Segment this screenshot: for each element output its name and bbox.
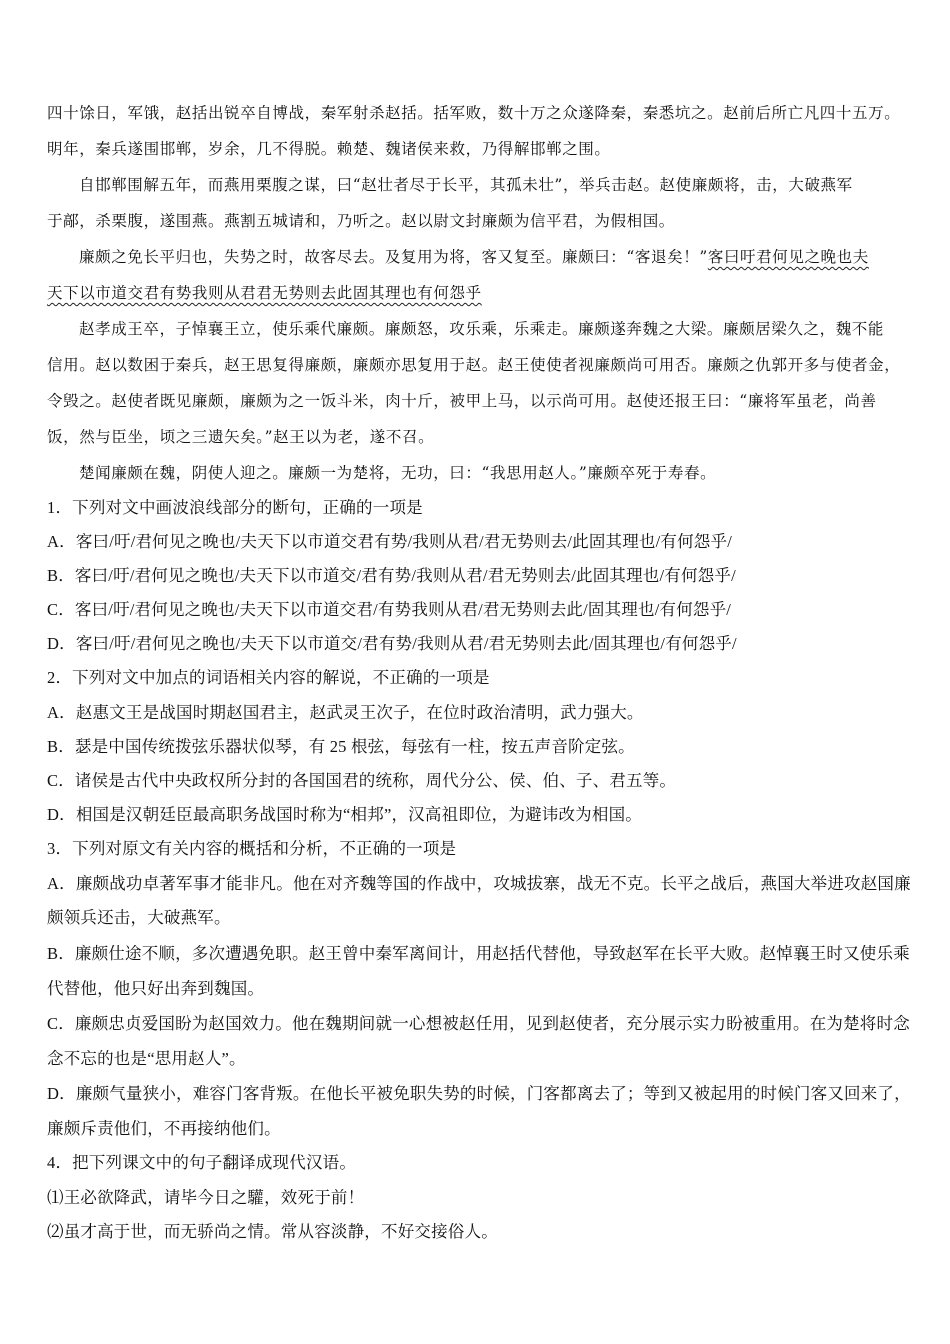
question-3-option-b: B．廉颇仕途不顺，多次遭遇免职。赵王曾中秦军离间计，用赵括代替他，导致赵军在长平大败。赵悼襄王时又使乐乘 <box>47 944 910 963</box>
question-3-option-d: D．廉颇气量狭小，难容门客背叛。在他长平被免职失势的时候，门客都离去了；等到又被起用的时候门客又回来了， <box>47 1084 911 1103</box>
question-3-option-c: C．廉颇忠贞爱国盼为赵国效力。他在魏期间就一心想被赵任用，见到赵使者，充分展示实力盼被重用。在为楚将时念 <box>47 1014 910 1033</box>
wavy-underlined-sentence: 天下以市道交君有势我则从君君无势则去此固其理也有何怨乎 <box>47 284 482 302</box>
question-1-option-b: B．客曰/吁/君何见之晚也/夫天下以市道交/君有势/我则从君/君无势则去/此固其理也/有何怨乎/ <box>47 566 736 585</box>
passage-line: 明年，秦兵遂围邯郸，岁余，几不得脱。赖楚、魏诸侯来救，乃得解邯郸之围。 <box>47 140 611 158</box>
question-3-option-b-cont: 代替他，他只好出奔到魏国。 <box>47 979 265 998</box>
question-4-stem: 4．把下列课文中的句子翻译成现代汉语。 <box>47 1153 357 1172</box>
question-3-option-d-cont: 廉颇斥责他们，不再接纳他们。 <box>47 1119 281 1138</box>
passage-line: 信用。赵以数困于秦兵，赵王思复得廉颇，廉颇亦思复用于赵。赵王使使者视廉颇尚可用否。廉颇之仇郭开多与使者金， <box>47 356 901 374</box>
passage-line: 自邯郸围解五年，而燕用栗腹之谋，曰“赵壮者尽于长平，其孤未壮”，举兵击赵。赵使廉颇将，击，大破燕军 <box>79 176 853 194</box>
passage-line <box>47 276 917 310</box>
passage-line: 令毁之。赵使者既见廉颇，廉颇为之一饭斗米，肉十斤，被甲上马，以示尚可用。赵使还报王曰：“廉将军虽老，尚善 <box>47 392 877 410</box>
question-1-option-c: C．客曰/吁/君何见之晚也/夫天下以市道交君/有势我则从君/君无势则去此/固其理也/有何怨乎/ <box>47 600 732 619</box>
question-2-option-c: C．诸侯是古代中央政权所分封的各国国君的统称，周代分公、侯、伯、子、君五等。 <box>47 771 677 790</box>
question-2-option-b: B．瑟是中国传统拨弦乐器状似琴，有 25 根弦，每弦有一柱，按五声音阶定弦。 <box>47 737 635 756</box>
question-2-stem: 2．下列对文中加点的词语相关内容的解说，不正确的一项是 <box>47 668 490 687</box>
passage-line: 饭，然与臣坐，顷之三遗矢矣。”赵王以为老，遂不召。 <box>47 428 435 446</box>
question-4-item-1: ⑴王必欲降武，请毕今日之驩，效死于前！ <box>47 1188 365 1207</box>
wavy-underlined-sentence: 客曰吁君何见之晚也夫 <box>707 248 869 266</box>
question-2-option-d: D．相国是汉朝廷臣最高职务战国时称为“相邦”，汉高祖即位，为避讳改为相国。 <box>47 805 642 824</box>
question-3-option-a-cont: 颇领兵还击，大破燕军。 <box>47 908 231 927</box>
question-2-option-a: A．赵惠文王是战国时期赵国君主，赵武灵王次子，在位时政治清明，武力强大。 <box>47 703 644 722</box>
question-3-option-a: A．廉颇战功卓著军事才能非凡。他在对齐魏等国的作战中，攻城拔寨，战无不克。长平之战后，燕国大举进攻赵国廉 <box>47 874 911 893</box>
question-3-option-c-cont: 念不忘的也是“思用赵人”。 <box>47 1049 246 1068</box>
passage-line <box>79 240 917 274</box>
passage-line: 四十馀日，军饿，赵括出锐卒自博战，秦军射杀赵括。括军败，数十万之众遂降秦，秦悉坑之。赵前后所亡凡四十五万。 <box>47 104 901 122</box>
question-1-option-d: D．客曰/吁/君何见之晚也/夫天下以市道交/君有势/我则从君/君无势则去此/固其理也/有何怨乎/ <box>47 634 737 653</box>
question-1-option-a: A．客曰/吁/君何见之晚也/夫天下以市道交君有势/我则从君/君无势则去/此固其理也/有何怨乎/ <box>47 532 732 551</box>
question-1-stem: 1．下列对文中画波浪线部分的断句，正确的一项是 <box>47 498 423 517</box>
passage-line: 楚闻廉颇在魏，阴使人迎之。廉颇一为楚将，无功，曰：“我思用赵人。”廉颇卒死于寿春。 <box>79 464 717 482</box>
passage-line-text: 廉颇之免长平归也，失势之时，故客尽去。及复用为将，客又复至。廉颇曰：“客退矣！” <box>79 248 708 266</box>
question-4-item-2: ⑵虽才高于世，而无骄尚之情。常从容淡静，不好交接俗人。 <box>47 1222 498 1241</box>
passage-line: 赵孝成王卒，子悼襄王立，使乐乘代廉颇。廉颇怒，攻乐乘，乐乘走。廉颇遂奔魏之大梁。廉颇居梁久之，魏不能 <box>79 320 885 338</box>
question-3-stem: 3．下列对原文有关内容的概括和分析，不正确的一项是 <box>47 839 457 858</box>
passage-line: 于鄗，杀栗腹，遂围燕。燕割五城请和，乃听之。赵以尉文封廉颇为信平君，为假相国。 <box>47 212 675 230</box>
